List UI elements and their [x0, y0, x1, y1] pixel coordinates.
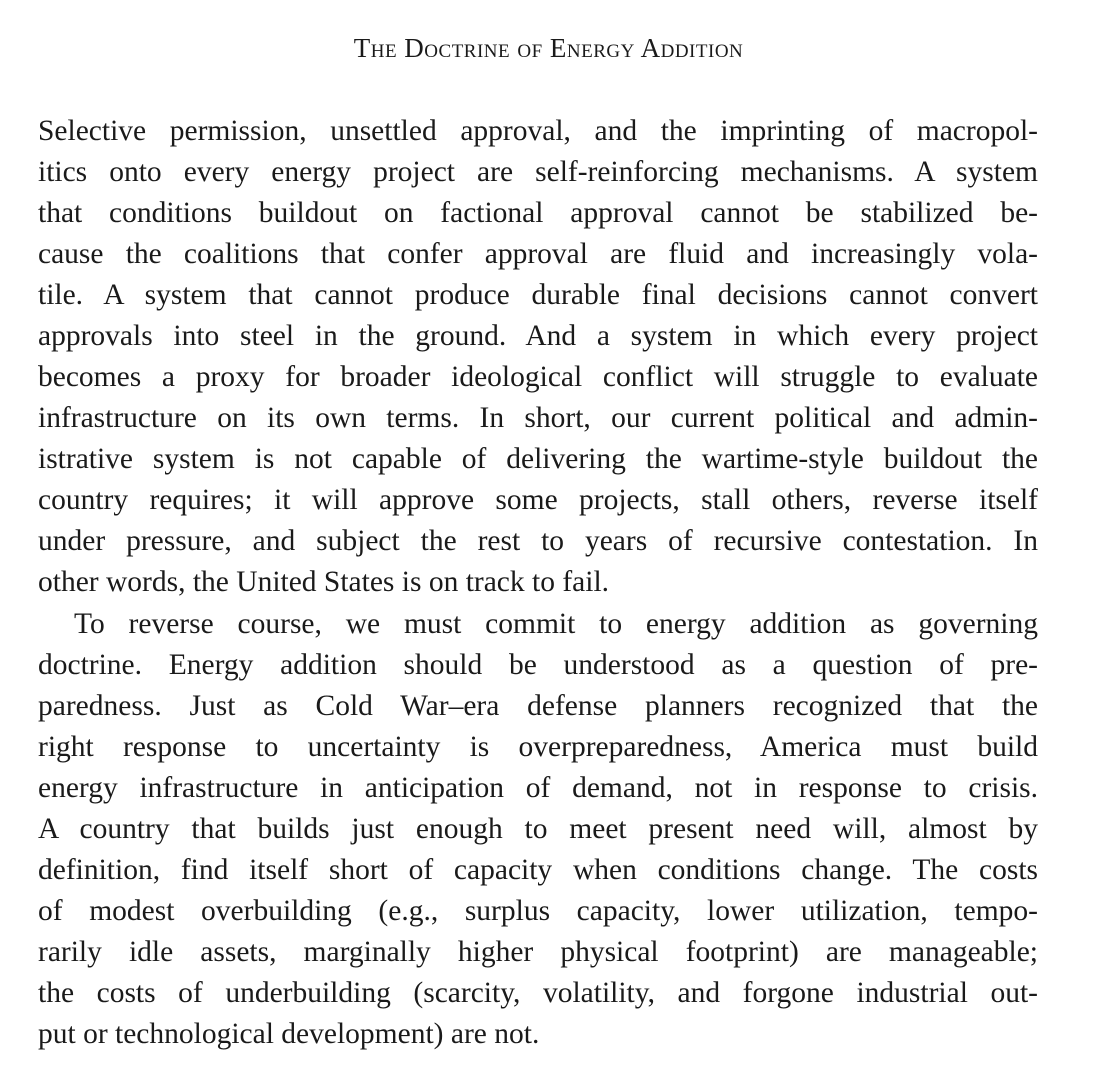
paragraph-2	[38, 604, 1038, 1055]
text-line: Selective permission, unsettled approval, and the imprinting of macropol-	[38, 115, 1038, 147]
text-line: itics onto every energy project are self-reinforcing mechanisms. A system	[38, 156, 1038, 188]
text-line: rarily idle assets, marginally higher physical footprint) are manageable;	[38, 936, 1038, 968]
text-line: energy infrastructure in anticipation of demand, not in response to crisis.	[38, 772, 1038, 804]
text-line: right response to uncertainty is overpreparedness, America must build	[38, 731, 1038, 763]
text-line: definition, find itself short of capacity when conditions change. The costs	[38, 854, 1038, 886]
text-line: under pressure, and subject the rest to years of recursive contestation. In	[38, 525, 1038, 557]
text-line: tile. A system that cannot produce durable final decisions cannot convert	[38, 279, 1038, 311]
text-line: istrative system is not capable of delivering the wartime-style buildout the	[38, 443, 1038, 475]
text-line: of modest overbuilding (e.g., surplus capacity, lower utilization, tempo-	[38, 895, 1038, 927]
text-line: infrastructure on its own terms. In short, our current political and admin-	[38, 402, 1038, 434]
running-head: The Doctrine of Energy Addition	[353, 33, 744, 63]
text-line: becomes a proxy for broader ideological conflict will struggle to evaluate	[38, 361, 1038, 393]
text-line: other words, the United States is on track to fail.	[38, 566, 610, 598]
text-line: doctrine. Energy addition should be understood as a question of pre-	[38, 649, 1038, 681]
text-line: that conditions buildout on factional approval cannot be stabilized be-	[38, 197, 1038, 229]
text-line: cause the coalitions that confer approval are fluid and increasingly vola-	[38, 238, 1038, 270]
text-line: To reverse course, we must commit to energy addition as governing	[74, 608, 1038, 640]
text-line: approvals into steel in the ground. And a system in which every project	[38, 320, 1038, 352]
text-line: put or technological development) are not.	[38, 1018, 540, 1050]
text-line: country requires; it will approve some projects, stall others, reverse itself	[38, 484, 1038, 516]
text-line: A country that builds just enough to meet present need will, almost by	[38, 813, 1038, 845]
text-line: the costs of underbuilding (scarcity, volatility, and forgone industrial out-	[38, 977, 1038, 1009]
text-line: paredness. Just as Cold War–era defense planners recognized that the	[38, 690, 1038, 722]
paragraph-1	[38, 111, 1038, 603]
